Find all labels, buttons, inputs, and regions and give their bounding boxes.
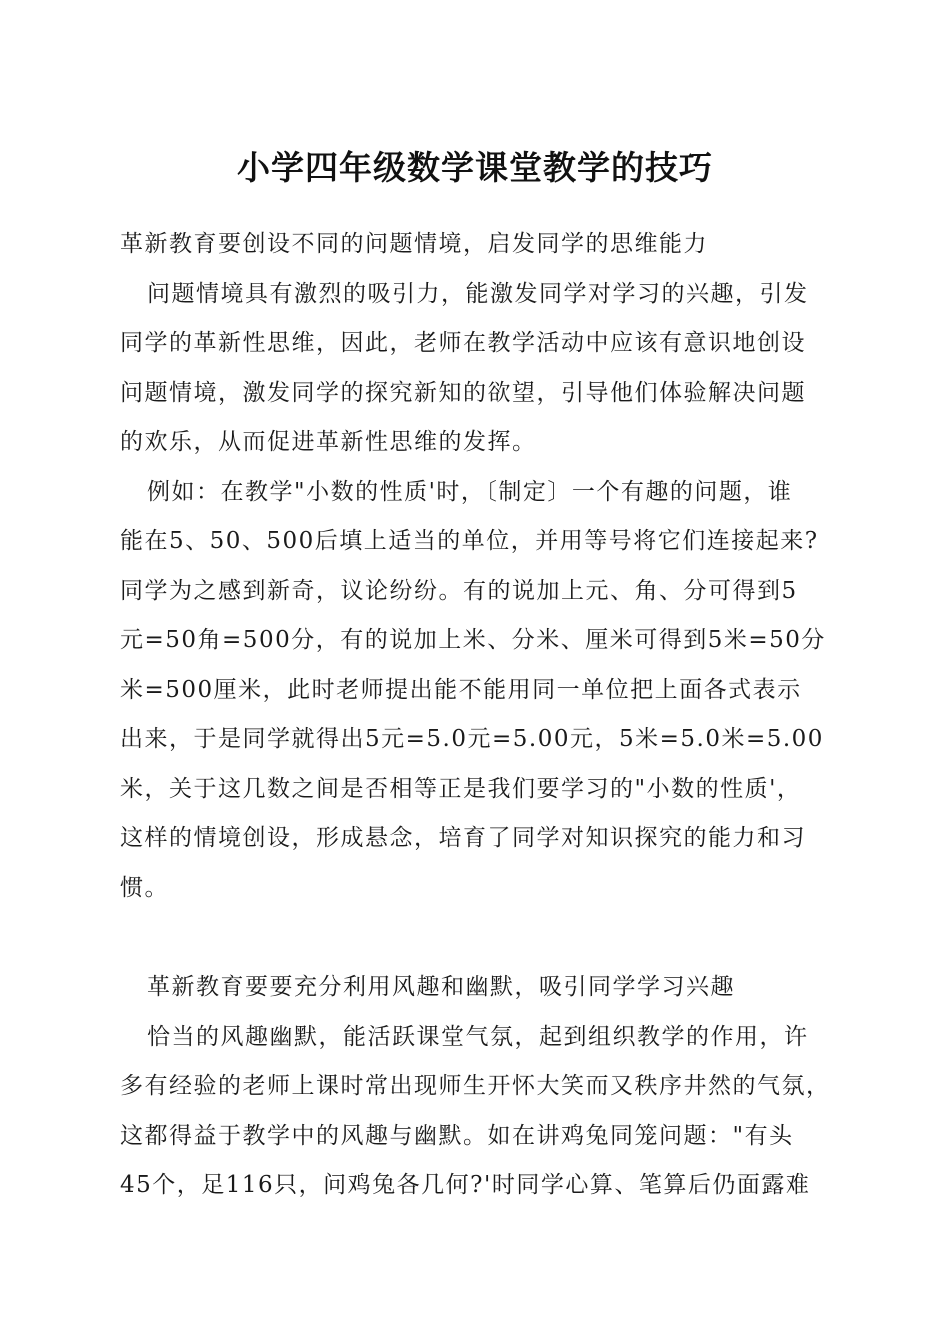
- paragraph-line: 45个，足116只，问鸡兔各几何?'时同学心算、笔算后仍面露难: [120, 1172, 811, 1198]
- section-heading-2: 革新教育要要充分利用风趣和幽默，吸引同学学习兴趣: [147, 974, 735, 1000]
- paragraph-line: 的欢乐，从而促进革新性思维的发挥。: [120, 429, 537, 455]
- paragraph-line: 问题情境，激发同学的探究新知的欲望，引导他们体验解决问题: [120, 379, 806, 406]
- paragraph-line: 这都得益于教学中的风趣与幽默。如在讲鸡兔同笼问题："有头: [120, 1122, 794, 1149]
- paragraph-gap: [120, 913, 850, 963]
- paragraph-line: 这样的情境创设，形成悬念，培育了同学对知识探究的能力和习: [120, 825, 806, 851]
- paragraph-line: 例如：在教学"小数的性质'时，〔制定〕一个有趣的问题，谁: [147, 478, 793, 505]
- paragraph-line: 元=50角=500分，有的说加上米、分米、厘米可得到5米=50分: [120, 627, 826, 653]
- paragraph-line: 能在5、50、500后填上适当的单位，并用等号将它们连接起来?: [120, 528, 819, 554]
- section-heading-1: 革新教育要创设不同的问题情境，启发同学的思维能力: [120, 231, 708, 257]
- paragraph-line: 米=500厘米，此时老师提出能不能用同一单位把上面各式表示: [120, 676, 802, 703]
- document-title: 小学四年级数学课堂教学的技巧: [237, 148, 713, 187]
- document-body: [120, 220, 850, 1211]
- paragraph-line: 恰当的风趣幽默，能活跃课堂气氛，起到组织教学的作用，许: [147, 1023, 809, 1050]
- paragraph-line: 惯。: [120, 874, 169, 901]
- paragraph-line: 同学为之感到新奇，议论纷纷。有的说加上元、角、分可得到5: [120, 577, 798, 604]
- paragraph-line: 米，关于这几数之间是否相等正是我们要学习的"小数的性质'，: [120, 775, 802, 802]
- paragraph-line: 问题情境具有激烈的吸引力，能激发同学对学习的兴趣，引发: [147, 280, 809, 307]
- paragraph-line: 同学的革新性思维，因此，老师在教学活动中应该有意识地创设: [120, 330, 806, 356]
- paragraph-line: 多有经验的老师上课时常出现师生开怀大笑而又秩序井然的气氛，: [120, 1073, 831, 1099]
- paragraph-line: 出来，于是同学就得出5元=5.0元=5.00元，5米=5.0米=5.00: [120, 726, 824, 752]
